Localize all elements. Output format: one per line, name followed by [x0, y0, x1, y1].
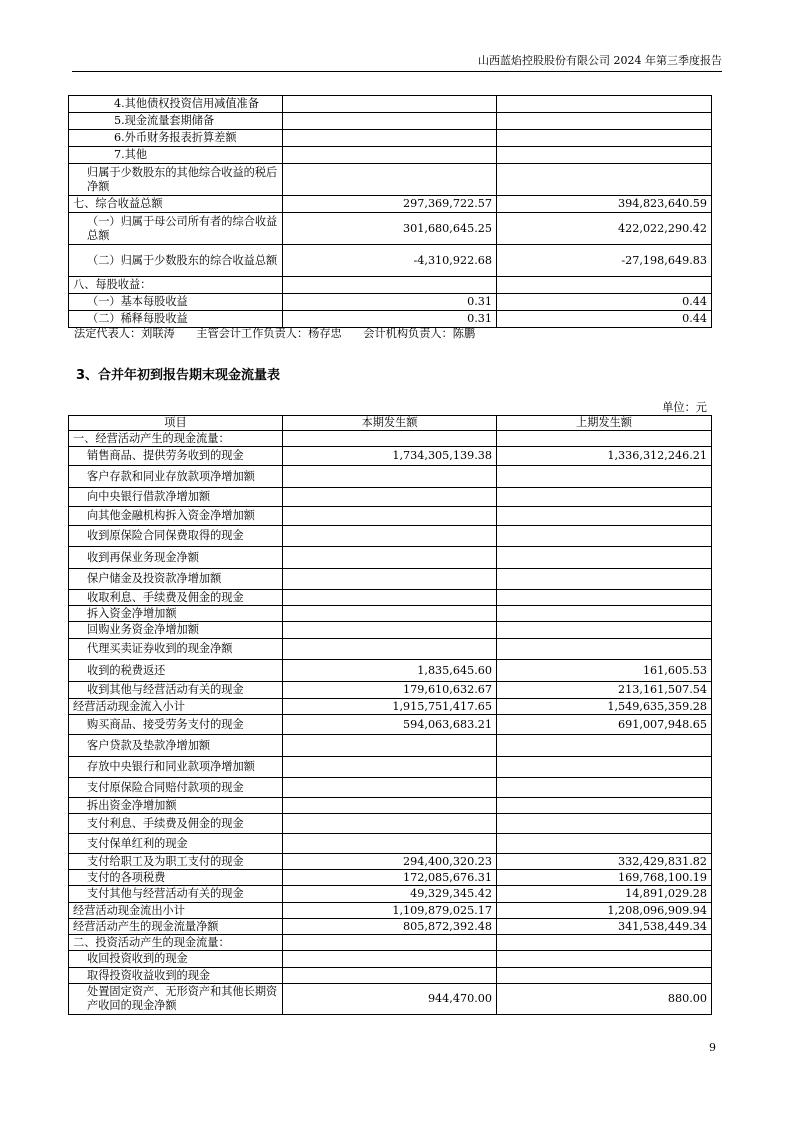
prior-period-value: -27,198,649.83 [497, 245, 712, 277]
prior-period-value [497, 147, 712, 164]
table-row [69, 466, 712, 488]
prior-period-value [497, 735, 712, 757]
row-label: 收到的税费返还 [69, 660, 283, 682]
current-period-value: 301,680,645.25 [283, 213, 497, 245]
table-row [69, 547, 712, 569]
current-period-value [283, 466, 497, 488]
page-header: 山西蓝焰控股股份有限公司 2024 年第三季度报告 [478, 54, 722, 67]
prior-period-value [497, 164, 712, 196]
prior-period-value [497, 96, 712, 113]
row-label: 销售商品、提供劳务收到的现金 [69, 447, 283, 466]
current-period-value: 0.31 [283, 294, 497, 311]
prior-period-value [497, 526, 712, 547]
current-period-value: 1,734,305,139.38 [283, 447, 497, 466]
row-label: 取得投资收益收到的现金 [69, 968, 283, 984]
prior-period-value: 341,538,449.34 [497, 919, 712, 935]
prior-period-value [497, 590, 712, 606]
current-period-value [283, 488, 497, 507]
table-row [69, 757, 712, 778]
row-label: 保户储金及投资款净增加额 [69, 569, 283, 590]
table-row [69, 886, 712, 903]
prior-period-value: 169,768,100.19 [497, 870, 712, 886]
prior-period-value [497, 935, 712, 951]
prior-period-value [497, 569, 712, 590]
cash-flow-table [68, 415, 712, 1015]
signature-line [74, 327, 493, 341]
current-period-value: -4,310,922.68 [283, 245, 497, 277]
prior-period-value: 880.00 [497, 984, 712, 1015]
current-period-value: 944,470.00 [283, 984, 497, 1015]
header-item: 项目 [69, 416, 283, 431]
table-row [69, 113, 712, 130]
accounting-head: 主管会计工作负责人：杨存忠 [196, 327, 342, 340]
current-period-value [283, 431, 497, 447]
current-period-value: 1,109,879,025.17 [283, 903, 497, 919]
current-period-value [283, 778, 497, 798]
row-label: 5.现金流量套期储备 [69, 113, 283, 130]
table-row [69, 311, 712, 328]
current-period-value: 594,063,683.21 [283, 715, 497, 735]
prior-period-value [497, 113, 712, 130]
table-row [69, 196, 712, 213]
row-label: 收回投资收到的现金 [69, 951, 283, 968]
row-label: （二）归属于少数股东的综合收益总额 [69, 245, 283, 277]
row-label: 客户存款和同业存放款项净增加额 [69, 466, 283, 488]
prior-period-value [497, 488, 712, 507]
prior-period-value: 1,549,635,359.28 [497, 699, 712, 715]
row-label: 存放中央银行和同业款项净增加额 [69, 757, 283, 778]
row-label: 支付的各项税费 [69, 870, 283, 886]
current-period-value: 1,915,751,417.65 [283, 699, 497, 715]
row-label: 购买商品、接受劳务支付的现金 [69, 715, 283, 735]
prior-period-value [497, 277, 712, 294]
table-row [69, 507, 712, 526]
row-label: 一、经营活动产生的现金流量： [69, 431, 283, 447]
table-row [69, 735, 712, 757]
current-period-value [283, 277, 497, 294]
header-divider [72, 71, 722, 72]
current-period-value: 179,610,632.67 [283, 682, 497, 699]
table-row [69, 870, 712, 886]
prior-period-value [497, 466, 712, 488]
table-row [69, 919, 712, 935]
table-row [69, 431, 712, 447]
prior-period-value: 14,891,029.28 [497, 886, 712, 903]
row-label: 支付原保险合同赔付款项的现金 [69, 778, 283, 798]
table-header-row [69, 416, 712, 431]
table-row [69, 984, 712, 1015]
section-title: 3、合并年初到报告期末现金流量表 [76, 368, 281, 383]
current-period-value [283, 590, 497, 606]
comprehensive-income-table [68, 95, 712, 328]
current-period-value [283, 639, 497, 660]
current-period-value: 172,085,676.31 [283, 870, 497, 886]
prior-period-value: 394,823,640.59 [497, 196, 712, 213]
current-period-value: 1,835,645.60 [283, 660, 497, 682]
table-row [69, 96, 712, 113]
current-period-value: 49,329,345.42 [283, 886, 497, 903]
row-label: 七、综合收益总额 [69, 196, 283, 213]
unit-label: 单位：元 [662, 401, 707, 414]
row-label: 支付给职工及为职工支付的现金 [69, 854, 283, 870]
prior-period-value [497, 547, 712, 569]
table-row [69, 951, 712, 968]
row-label: 拆入资金净增加额 [69, 606, 283, 622]
prior-period-value [497, 834, 712, 854]
current-period-value: 294,400,320.23 [283, 854, 497, 870]
prior-period-value [497, 798, 712, 814]
row-label: 支付保单红利的现金 [69, 834, 283, 854]
current-period-value [283, 757, 497, 778]
table-row [69, 699, 712, 715]
prior-period-value: 422,022,290.42 [497, 213, 712, 245]
row-label: 回购业务资金净增加额 [69, 622, 283, 639]
row-label: 6.外币财务报表折算差额 [69, 130, 283, 147]
row-label: 4.其他债权投资信用减值准备 [69, 96, 283, 113]
table-row [69, 798, 712, 814]
row-label: 八、每股收益： [69, 277, 283, 294]
row-label: 收取利息、手续费及佣金的现金 [69, 590, 283, 606]
current-period-value: 297,369,722.57 [283, 196, 497, 213]
legal-representative: 法定代表人：刘联涛 [74, 327, 175, 340]
prior-period-value [497, 507, 712, 526]
table-row [69, 294, 712, 311]
table-row [69, 639, 712, 660]
row-label: 收到再保业务现金净额 [69, 547, 283, 569]
row-label: 支付其他与经营活动有关的现金 [69, 886, 283, 903]
row-label: 向中央银行借款净增加额 [69, 488, 283, 507]
table-row [69, 968, 712, 984]
table-row [69, 213, 712, 245]
current-period-value [283, 164, 497, 196]
table-row [69, 447, 712, 466]
table-row [69, 164, 712, 196]
row-label: 经营活动现金流出小计 [69, 903, 283, 919]
current-period-value [283, 569, 497, 590]
row-label: 客户贷款及垫款净增加额 [69, 735, 283, 757]
table-row [69, 526, 712, 547]
current-period-value: 805,872,392.48 [283, 919, 497, 935]
prior-period-value [497, 431, 712, 447]
current-period-value [283, 507, 497, 526]
row-label: 处置固定资产、无形资产和其他长期资产收回的现金净额 [69, 984, 283, 1015]
prior-period-value: 0.44 [497, 294, 712, 311]
row-label: 经营活动现金流入小计 [69, 699, 283, 715]
row-label: 支付利息、手续费及佣金的现金 [69, 814, 283, 834]
prior-period-value: 691,007,948.65 [497, 715, 712, 735]
row-label: 向其他金融机构拆入资金净增加额 [69, 507, 283, 526]
prior-period-value [497, 814, 712, 834]
table-row [69, 715, 712, 735]
current-period-value [283, 814, 497, 834]
row-label: （一）归属于母公司所有者的综合收益总额 [69, 213, 283, 245]
current-period-value [283, 130, 497, 147]
table-row [69, 147, 712, 164]
current-period-value [283, 606, 497, 622]
table-row [69, 814, 712, 834]
row-label: （二）稀释每股收益 [69, 311, 283, 328]
table-row [69, 682, 712, 699]
table-row [69, 590, 712, 606]
prior-period-value: 1,208,096,909.94 [497, 903, 712, 919]
current-period-value: 0.31 [283, 311, 497, 328]
table-row [69, 660, 712, 682]
current-period-value [283, 834, 497, 854]
prior-period-value [497, 757, 712, 778]
header-current: 本期发生额 [283, 416, 497, 431]
current-period-value [283, 547, 497, 569]
row-label: 7.其他 [69, 147, 283, 164]
current-period-value [283, 526, 497, 547]
table-row [69, 622, 712, 639]
current-period-value [283, 951, 497, 968]
current-period-value [283, 622, 497, 639]
prior-period-value [497, 622, 712, 639]
page-number: 9 [709, 1041, 716, 1054]
prior-period-value: 213,161,507.54 [497, 682, 712, 699]
table-row [69, 606, 712, 622]
row-label: 经营活动产生的现金流量净额 [69, 919, 283, 935]
table-row [69, 130, 712, 147]
row-label: 收到原保险合同保费取得的现金 [69, 526, 283, 547]
prior-period-value [497, 639, 712, 660]
table-row [69, 245, 712, 277]
row-label: （一）基本每股收益 [69, 294, 283, 311]
current-period-value [283, 968, 497, 984]
prior-period-value [497, 778, 712, 798]
current-period-value [283, 147, 497, 164]
current-period-value [283, 113, 497, 130]
table-row [69, 903, 712, 919]
prior-period-value [497, 606, 712, 622]
current-period-value [283, 935, 497, 951]
table-row [69, 834, 712, 854]
current-period-value [283, 96, 497, 113]
prior-period-value: 332,429,831.82 [497, 854, 712, 870]
row-label: 归属于少数股东的其他综合收益的税后净额 [69, 164, 283, 196]
row-label: 收到其他与经营活动有关的现金 [69, 682, 283, 699]
table-row [69, 854, 712, 870]
prior-period-value [497, 968, 712, 984]
current-period-value [283, 735, 497, 757]
table-row [69, 277, 712, 294]
row-label: 拆出资金净增加额 [69, 798, 283, 814]
row-label: 二、投资活动产生的现金流量： [69, 935, 283, 951]
table-row [69, 488, 712, 507]
prior-period-value: 1,336,312,246.21 [497, 447, 712, 466]
prior-period-value: 161,605.53 [497, 660, 712, 682]
prior-period-value: 0.44 [497, 311, 712, 328]
prior-period-value [497, 951, 712, 968]
prior-period-value [497, 130, 712, 147]
table-row [69, 569, 712, 590]
table-row [69, 778, 712, 798]
current-period-value [283, 798, 497, 814]
header-prior: 上期发生额 [497, 416, 712, 431]
row-label: 代理买卖证券收到的现金净额 [69, 639, 283, 660]
table-row [69, 935, 712, 951]
accounting-org-head: 会计机构负责人：陈鹏 [363, 327, 476, 340]
